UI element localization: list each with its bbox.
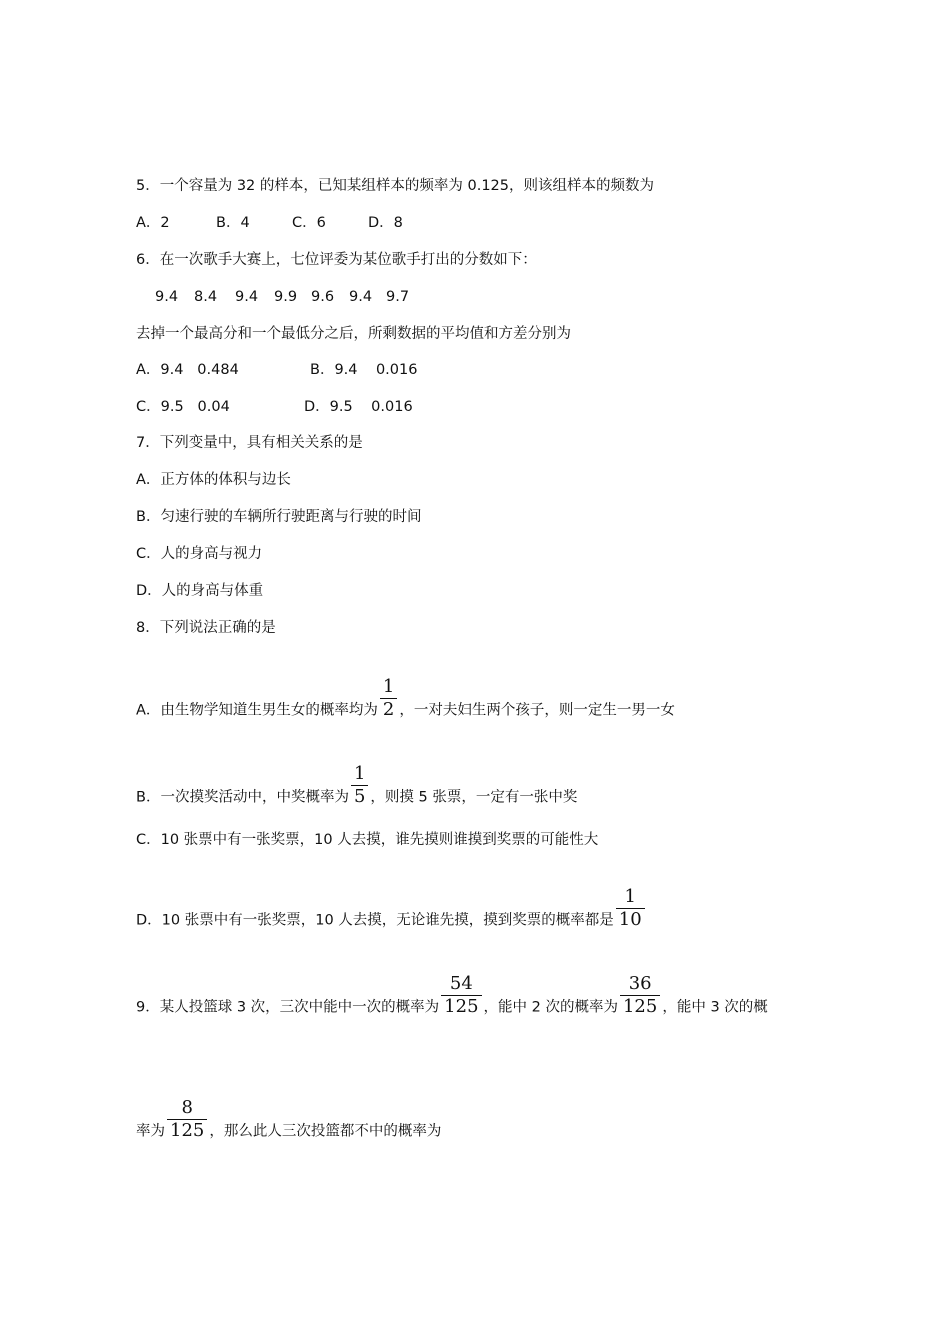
q7-option-d: D．人的身高与体重 [136, 583, 264, 599]
q9-line2-end: ，那么此人三次投篮都不中的概率为 [209, 1123, 442, 1140]
q7-option-b: B．匀速行驶的车辆所行驶距离与行驶的时间 [136, 509, 422, 525]
q8-option-b-text: B．一次摸奖活动中，中奖概率为 [136, 789, 349, 806]
q6-scores [155, 287, 409, 307]
q5-stem: 5．一个容量为 32 的样本，已知某组样本的频率为 0.125，则该组样本的频数为 [136, 178, 655, 194]
fraction-36-125 [620, 973, 660, 1018]
score-item: 8.4 [194, 289, 218, 305]
q9-line2-start: 率为 [136, 1123, 165, 1140]
fraction-denominator: 10 [618, 909, 642, 930]
q6-stem: 6．在一次歌手大赛上，七位评委为某位歌手打出的分数如下： [136, 252, 537, 268]
q7-option-c: C．人的身高与视力 [136, 546, 263, 562]
q8-stem: 8．下列说法正确的是 [136, 620, 276, 636]
fraction-54-125 [441, 973, 481, 1018]
fraction-numerator: 1 [353, 763, 366, 784]
fraction-one-half [380, 676, 397, 721]
q8-option-c: C．10 张票中有一张奖票，10 人去摸，谁先摸则谁摸到奖票的可能性大 [136, 832, 599, 848]
fraction-numerator: 8 [181, 1097, 193, 1118]
fraction-denominator: 125 [170, 1120, 205, 1141]
q5-option-b: B．4 [216, 215, 250, 231]
q6-option-d: D．9.5 0.016 [304, 399, 413, 415]
score-item: 9.4 [235, 289, 259, 305]
q7-stem: 7．下列变量中，具有相关关系的是 [136, 435, 363, 451]
q8-option-b [136, 763, 578, 820]
fraction-numerator: 1 [382, 676, 395, 697]
score-item: 9.7 [386, 289, 410, 305]
q5-option-c: C．6 [292, 215, 326, 231]
q9-text-start: 9．某人投篮球 3 次，三次中能中一次的概率为 [136, 999, 440, 1016]
q8-option-a-text: A．由生物学知道生男生女的概率均为 [136, 702, 378, 719]
q6-options-row2 [136, 397, 413, 417]
fraction-8-125 [167, 1097, 207, 1142]
q6-options-row1 [136, 360, 417, 380]
q5-options [136, 213, 403, 233]
q9-text-mid: ，能中 2 次的概率为 [483, 999, 618, 1016]
q6-option-a: A．9.4 0.484 [136, 362, 239, 378]
q8-option-a-tail: ，一对夫妇生两个孩子，则一定生一男一女 [399, 702, 675, 719]
score-item: 9.6 [311, 289, 335, 305]
q8-option-d [136, 886, 647, 943]
q8-option-a [136, 676, 675, 733]
q8-option-d-text: D．10 张票中有一张奖票，10 人去摸，无论谁先摸，摸到奖票的概率都是 [136, 912, 614, 929]
q7-option-a: A．正方体的体积与边长 [136, 472, 291, 488]
fraction-numerator: 36 [628, 973, 652, 994]
q9-text-end: ，能中 3 次的概 [662, 999, 768, 1016]
q5-option-a: A．2 [136, 215, 170, 231]
q9-line1 [136, 973, 768, 1030]
q6-option-b: B．9.4 0.016 [310, 362, 418, 378]
fraction-numerator: 54 [449, 973, 473, 994]
q6-question: 去掉一个最高分和一个最低分之后，所剩数据的平均值和方差分别为 [136, 326, 571, 342]
score-item: 9.4 [349, 289, 373, 305]
fraction-numerator: 1 [624, 886, 636, 907]
fraction-one-fifth [351, 763, 368, 808]
fraction-denominator: 125 [622, 996, 658, 1017]
fraction-denominator: 2 [382, 699, 395, 720]
score-item: 9.4 [155, 289, 179, 305]
fraction-one-tenth [616, 886, 645, 931]
score-item: 9.9 [274, 289, 298, 305]
q8-option-b-tail: ，则摸 5 张票，一定有一张中奖 [370, 789, 578, 806]
q5-option-d: D．8 [368, 215, 403, 231]
q9-line2 [136, 1097, 442, 1154]
fraction-denominator: 125 [444, 996, 479, 1017]
q6-option-c: C．9.5 0.04 [136, 399, 230, 415]
fraction-denominator: 5 [353, 786, 366, 807]
